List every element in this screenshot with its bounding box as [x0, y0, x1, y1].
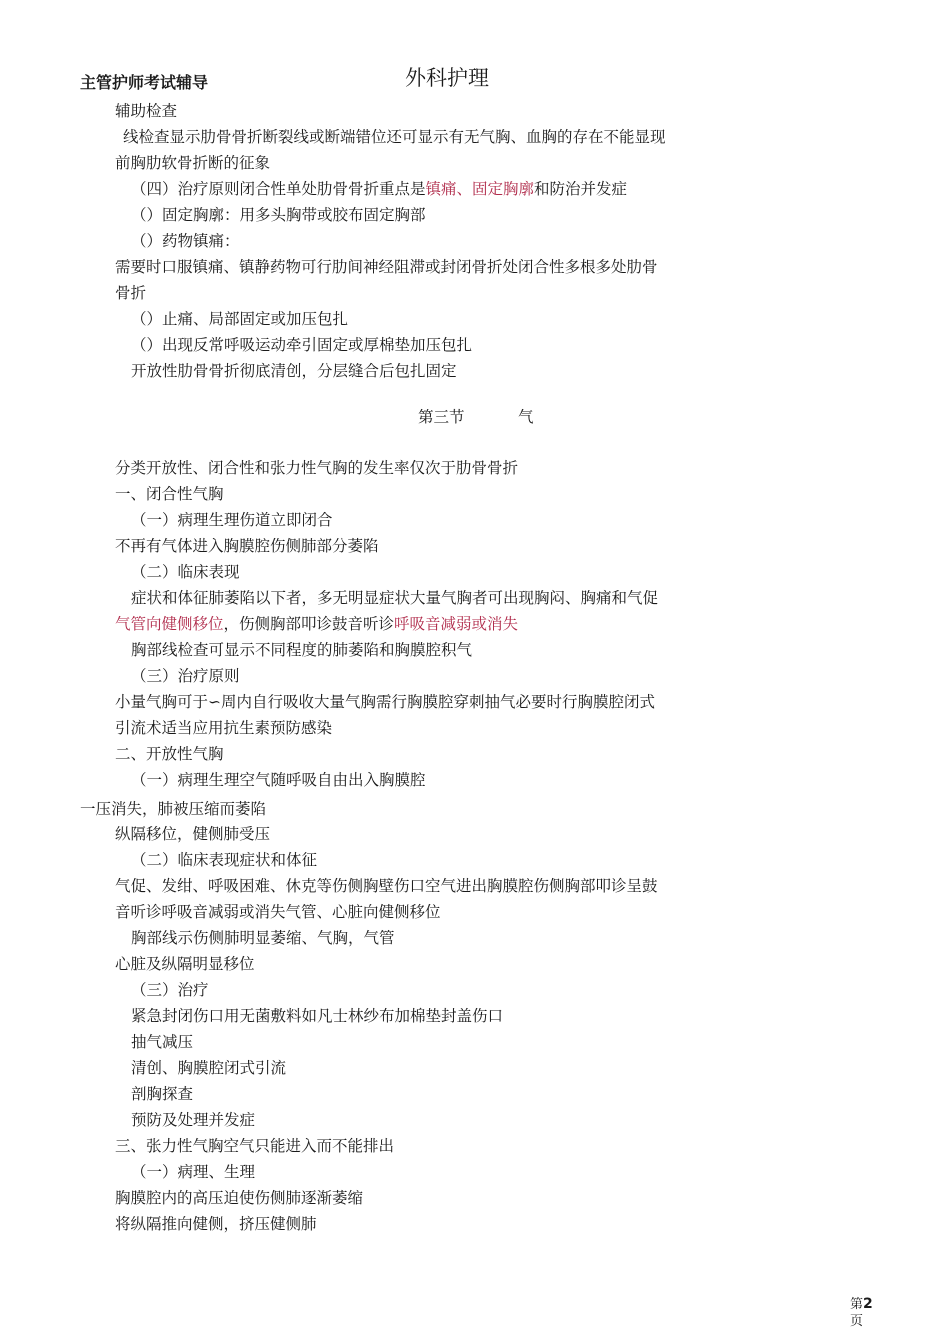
text-line: 将纵隔推向健侧，挤压健侧肺 [115, 1215, 317, 1233]
text-line: （）止痛、局部固定或加压包扎 [131, 310, 349, 328]
text-line: 辅助检查 [115, 102, 178, 120]
header-course-title: 主管护师考试辅导 [80, 73, 209, 92]
text-line: 开放性肋骨骨折彻底清创，分层缝合后包扎固定 [131, 362, 457, 380]
text-line: 小量气胸可于∽周内自行吸收大量气胸需行胸膜腔穿刺抽气必要时行胸膜腔闭式 [115, 693, 655, 711]
text-line: 抽气减压 [131, 1033, 194, 1051]
text-line: 不再有气体进入胸膜腔伤侧肺部分萎陷 [115, 537, 379, 555]
page-number-prefix: 第 [850, 1297, 864, 1312]
text-line: 分类开放性、闭合性和张力性气胸的发生率仅次于肋骨骨折 [115, 459, 519, 477]
highlighted-text: 镇痛、固定胸廓 [425, 180, 535, 198]
text-line: 三、张力性气胸空气只能进入而不能排出 [115, 1137, 395, 1155]
text-line: 引流术适当应用抗生素预防感染 [115, 719, 333, 737]
text-line: （二）临床表现症状和体征 [131, 851, 318, 869]
text-line: 需要时口服镇痛、镇静药物可行肋间神经阻滞或封闭骨折处闭合性多根多处肋骨 [115, 258, 658, 276]
text-line: （一）病理、生理 [131, 1163, 256, 1181]
text-line: 一压消失，肺被压缩而萎陷 [80, 800, 267, 818]
text-line: 骨折 [115, 284, 147, 302]
text-segment: （四）治疗原则闭合性单处肋骨骨折重点是 [131, 180, 426, 198]
text-line: 紧急封闭伤口用无菌敷料如凡士林纱布加棉垫封盖伤口 [131, 1007, 504, 1025]
page-number-suffix: 页 [850, 1314, 864, 1329]
text-segment: 和防治并发症 [534, 180, 628, 198]
text-segment: ，伤侧胸部叩诊鼓音听诊 [223, 615, 395, 633]
text-line: 胸膜腔内的高压迫使伤侧肺逐渐萎缩 [115, 1189, 364, 1207]
text-line: 音听诊呼吸音减弱或消失气管、心脏向健侧移位 [115, 903, 441, 921]
highlighted-text: 呼吸音减弱或消失 [394, 615, 519, 633]
text-line [115, 614, 518, 634]
text-line: 二、开放性气胸 [115, 745, 224, 763]
text-line: （三）治疗原则 [131, 667, 240, 685]
text-line: 纵隔移位，健侧肺受压 [115, 825, 271, 843]
text-line: （一）病理生理伤道立即闭合 [131, 511, 333, 529]
text-line: （一）病理生理空气随呼吸自由出入胸膜腔 [131, 771, 426, 789]
text-line: 胸部线检查可显示不同程度的肺萎陷和胸膜腔积气 [131, 641, 473, 659]
text-line: 剖胸探查 [131, 1085, 194, 1103]
page-number-value: 2 [863, 1296, 873, 1312]
header-subject-title: 外科护理 [405, 66, 489, 90]
text-line: （）出现反常呼吸运动牵引固定或厚棉垫加压包扎 [131, 336, 473, 354]
highlighted-text: 气管向健侧移位 [115, 615, 224, 633]
text-line: 清创、胸膜腔闭式引流 [131, 1059, 287, 1077]
section-heading-number: 第三节 [418, 408, 465, 426]
text-line: 前胸肋软骨折断的征象 [115, 154, 271, 172]
text-line: 一、闭合性气胸 [115, 485, 224, 503]
text-line: 气促、发绀、呼吸困难、休克等伤侧胸壁伤口空气进出胸膜腔伤侧胸部叩诊呈鼓 [115, 877, 658, 895]
section-heading-title: 气 [518, 408, 534, 426]
text-line: （三）治疗 [131, 981, 209, 999]
text-line: 胸部线示伤侧肺明显萎缩、气胸，气管 [131, 929, 395, 947]
text-line: （）药物镇痛： [131, 232, 240, 250]
text-line [131, 179, 627, 199]
text-line: 症状和体征肺萎陷以下者，多无明显症状大量气胸者可出现胸闷、胸痛和气促 [131, 589, 659, 607]
text-line: （二）临床表现 [131, 563, 240, 581]
text-line: （）固定胸廓：用多头胸带或胶布固定胸部 [131, 206, 426, 224]
page-number [850, 1296, 873, 1330]
text-line: 心脏及纵隔明显移位 [115, 955, 255, 973]
text-line: 预防及处理并发症 [131, 1111, 256, 1129]
text-line: 线检查显示肋骨骨折断裂线或断端错位还可显示有无气胸、血胸的存在不能显现 [123, 128, 666, 146]
